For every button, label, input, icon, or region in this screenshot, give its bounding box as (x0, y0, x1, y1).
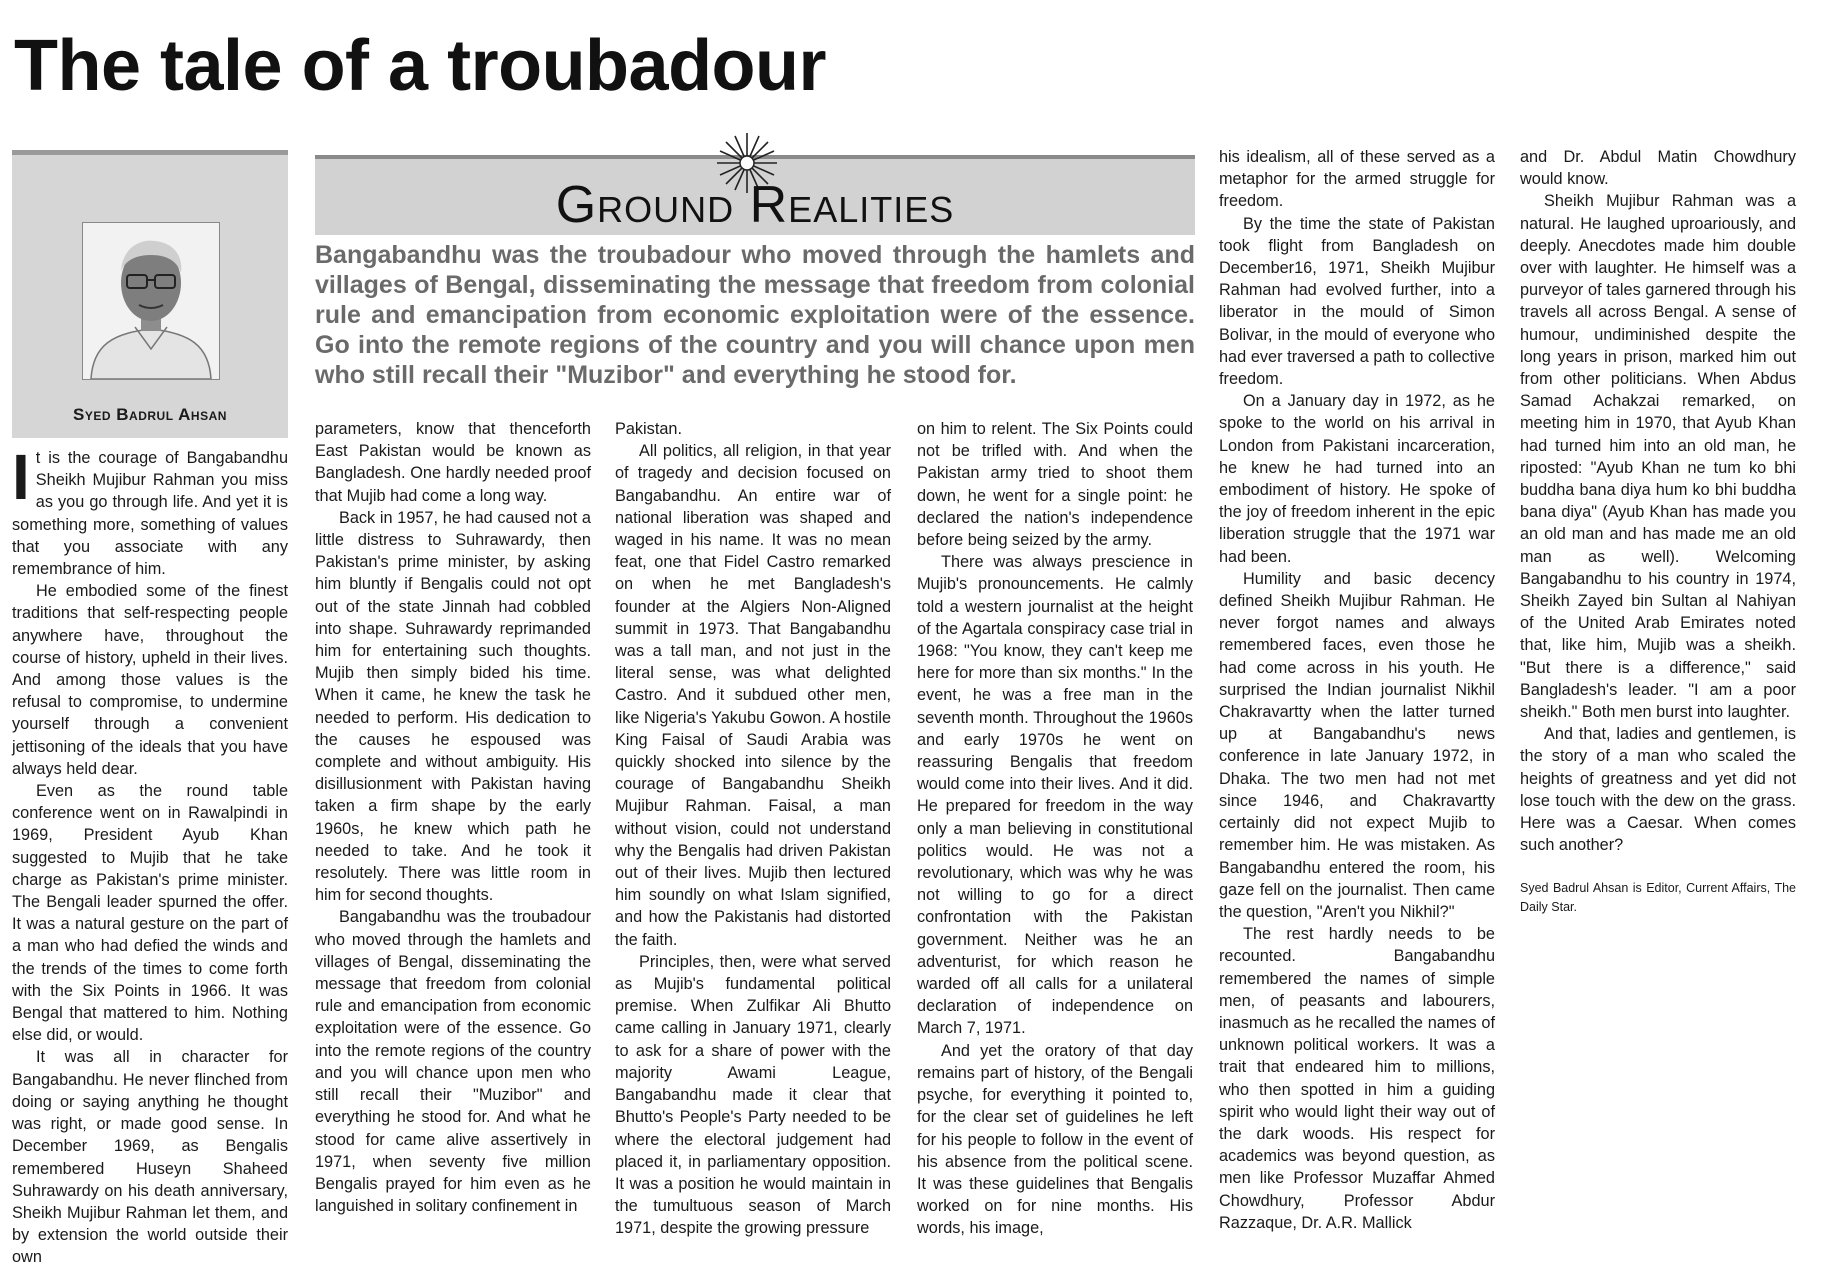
paragraph: And yet the oratory of that day remains part of history, of the Bengali psyche, for everything it pointed to, for the clear set of guidelines he left for his people to follow in the event of his absence from the political scene. It was these guidelines that Bengalis worked on for nine months. His words, his image, (917, 1041, 1193, 1238)
author-name: Syed Badrul Ahsan (73, 405, 227, 424)
column-4 (917, 418, 1193, 1240)
paragraph: He embodied some of the finest traditions that self-respecting people anywhere have, throughout the course of history, upheld in their lives. And among those values is the refusal to compromise, to undermine yourself through a convenient jettisoning of the ideals that you have always held dear. (12, 582, 288, 778)
column-5 (1219, 146, 1495, 1234)
column-1 (12, 441, 288, 1269)
column-2 (315, 418, 591, 1217)
paragraph: on him to relent. The Six Points could not be trifled with. And when the Pakistan army tried to shoot them down, he went for a single point: he declared the nation's independence before being seized by the army. (917, 420, 1193, 550)
paragraph: The rest hardly needs to be recounted. Bangabandhu remembered the names of simple men, of peasants and labourers, inasmuch as he recalled the names of unknown political workers. It was a trait that endeared him to millions, who then spotted in him a guiding spirit who would light their way out of the dark woods. His respect for academics was beyond question, as men like Professor Muzaffar Ahmed Chowdhury, Professor Abdur Razzaque, Dr. A.R. Mallick (1219, 925, 1495, 1232)
article-headline: The tale of a troubadour (14, 26, 827, 106)
column-banner (315, 155, 1195, 235)
paragraph: and Dr. Abdul Matin Chowdhury would know. (1520, 148, 1796, 189)
paragraph: parameters, know that thenceforth East Pakistan would be known as Bangladesh. One hardly needed proof that Mujib had come a long way. (315, 420, 591, 505)
paragraph: And that, ladies and gentlemen, is the story of a man who scaled the heights of greatness and yet did not lose touch with the dew on the grass. Here was a Caesar. When comes such another? (1520, 725, 1796, 855)
column-3 (615, 418, 891, 1240)
paragraph: It is the courage of Bangabandhu Sheikh Mujibur Rahman you miss as you go through life. And yet it is something more, something of values that you associate with any remembrance of him. (12, 441, 288, 579)
paragraph: Even as the round table conference went on in Rawalpindi in 1969, President Ayub Khan suggested to Mujib that he take charge as Pakistan's prime minister. The Bengali leader spurned the offer. It was a natural gesture on the part of a man who had defied the winds and the trends of the times to come forth with the Six Points in 1966. It was Bengal that mattered to him. Nothing else did, or would. (12, 782, 288, 1045)
column-6 (1520, 146, 1796, 917)
paragraph: There was always prescience in Mujib's pronouncements. He calmly told a western journalist at the height of the Agartala conspiracy case trial in 1968: "You know, they can't keep me here for more than six months." In the event, he was a free man in the seventh month. Throughout the 1960s and early 1970s he went on reassuring Bengalis that freedom would come into their lives. And it did. He prepared for freedom in the way only a man believing in constitutional politics would. He was not a revolutionary, which was why he was not willing to go for a direct confrontation with the Pakistan government. Neither was he an adventurist, for which reason he warded off all calls for a unilateral declaration of independence on March 7, 1971. (917, 553, 1193, 1038)
author-box (12, 150, 288, 438)
banner-title: Ground Realities (555, 176, 955, 234)
author-photo (82, 222, 220, 380)
author-portrait-icon (83, 223, 219, 379)
drop-cap: I (12, 441, 30, 513)
paragraph: Pakistan. (615, 420, 682, 438)
author-note: Syed Badrul Ahsan is Editor, Current Affairs, The Daily Star. (1520, 880, 1796, 914)
paragraph: On a January day in 1972, as he spoke to the world on his arrival in London from Pakistani incarceration, he knew he had turned into an embodiment of history. He spoke of the joy of freedom inherent in the epic liberation struggle that the 1971 war had been. (1219, 392, 1495, 566)
standfirst: Bangabandhu was the troubadour who moved through the hamlets and villages of Bengal, disseminating the message that freedom from colonial rule and emancipation from economic exploitation were of the essence. Go into the remote regions of the country and you will chance upon men who still recall their "Muzibor" and everything he stood for. (315, 241, 1195, 389)
paragraph: All politics, all religion, in that year of tragedy and decision focused on Bangabandhu. An entire war of national liberation was shaped and waged in his name. It was no mean feat, one that Fidel Castro remarked on when he met Bangladesh's founder at the Algiers Non-Aligned summit in 1973. That Bangabandhu was a tall man, and not just in the literal sense, was what delighted Castro. And it subdued other men, like Nigeria's Yakubu Gowon. A hostile King Faisal of Saudi Arabia was quickly shocked into silence by the courage of Bangabandhu Sheikh Mujibur Rahman. Faisal, a man without vision, could not understand why the Bengalis had driven Pakistan out of their lives. Mujib then lectured him soundly on what Islam signified, and how the Pakistanis had distorted the faith. (615, 442, 891, 949)
paragraph: Back in 1957, he had caused not a little distress to Suhrawardy, then Pakistan's prime minister, by asking him bluntly if Bengalis could not opt out of the state Jinnah had cobbled into shape. Suhrawardy reprimanded him for entertaining such thoughts. Mujib then simply bided his time. When it came, he knew the task he needed to perform. His dedication to the causes he espoused was complete and without ambiguity. His disillusionment with Pakistan having taken a firm shape by the early 1960s, he knew which path he needed to take. And he took it resolutely. There was little room in him for second thoughts. (315, 508, 591, 905)
paragraph: Sheikh Mujibur Rahman was a natural. He laughed uproariously, and deeply. Anecdotes made him double over with laughter. He himself was a purveyor of tales garnered through his travels all across Bengal. A sense of humour, undiminished despite the long years in prison, marked him out from other politicians. When Abdus Samad Achakzai remarked, on meeting him in 1970, that Ayub Khan had turned him into an old man, he riposted: "Ayub Khan ne tum ko bhi buddha bana diya hum ko bhi buddha bana diya" (Ayub Khan has made you an old man and has made me an old man as well). Welcoming Bangabandhu to his country in 1974, Sheikh Zayed bin Sultan al Nahiyan of the United Arab Emirates noted that, like him, Mujib was a sheikh. "But there is a difference," said Bangladesh's leader. "I am a poor sheikh." Both men burst into laughter. (1520, 192, 1796, 722)
paragraph: Humility and basic decency defined Sheikh Mujibur Rahman. He never forgot names and always remembered faces, even those he had come across in his youth. He surprised the Indian journalist Nikhil Chakravartty when the latter turned up at Bangabandhu's news conference in late January 1972, in Dhaka. The two men had not met since 1946, and Chakravartty certainly did not expect Mujib to remember him. He was mistaken. As Bangabandhu entered the room, his gaze fell on the journalist. Then came the question, "Aren't you Nikhil?" (1219, 569, 1495, 921)
paragraph: Bangabandhu was the troubadour who moved through the hamlets and villages of Bengal, disseminating the message that freedom from colonial rule and emancipation from economic exploitation were of the essence. Go into the remote regions of the country and you will chance upon men who still recall their "Muzibor" and everything he stood for. And what he stood for came alive assertively in 1971, when seventy five million Bengalis prayed for him even as he languished in solitary confinement in (315, 908, 591, 1216)
paragraph: his idealism, all of these served as a metaphor for the armed struggle for freedom. (1219, 148, 1495, 211)
paragraph: By the time the state of Pakistan took flight from Bangladesh on December16, 1971, Sheikh Mujibur Rahman had evolved further, into a liberator in the mould of Simon Bolivar, in the mould of everyone who had ever traversed a path to collective freedom. (1219, 214, 1495, 389)
paragraph: Principles, then, were what served as Mujib's fundamental political premise. When Zulfikar Ali Bhutto came calling in January 1971, clearly to ask for a share of power with the majority Awami League, Bangabandhu made it clear that Bhutto's People's Party needed to be where the electoral judgement had placed it, in parliamentary opposition. It was a position he would maintain in the tumultuous season of March 1971, despite the growing pressure (615, 952, 891, 1238)
paragraph: It was all in character for Bangabandhu. He never flinched from doing or saying anything he thought was right, or made good sense. In December 1969, as Bengalis remembered Huseyn Shaheed Suhrawardy on his death anniversary, Sheikh Mujibur Rahman let them, and by extension the world outside their own (12, 1048, 288, 1267)
